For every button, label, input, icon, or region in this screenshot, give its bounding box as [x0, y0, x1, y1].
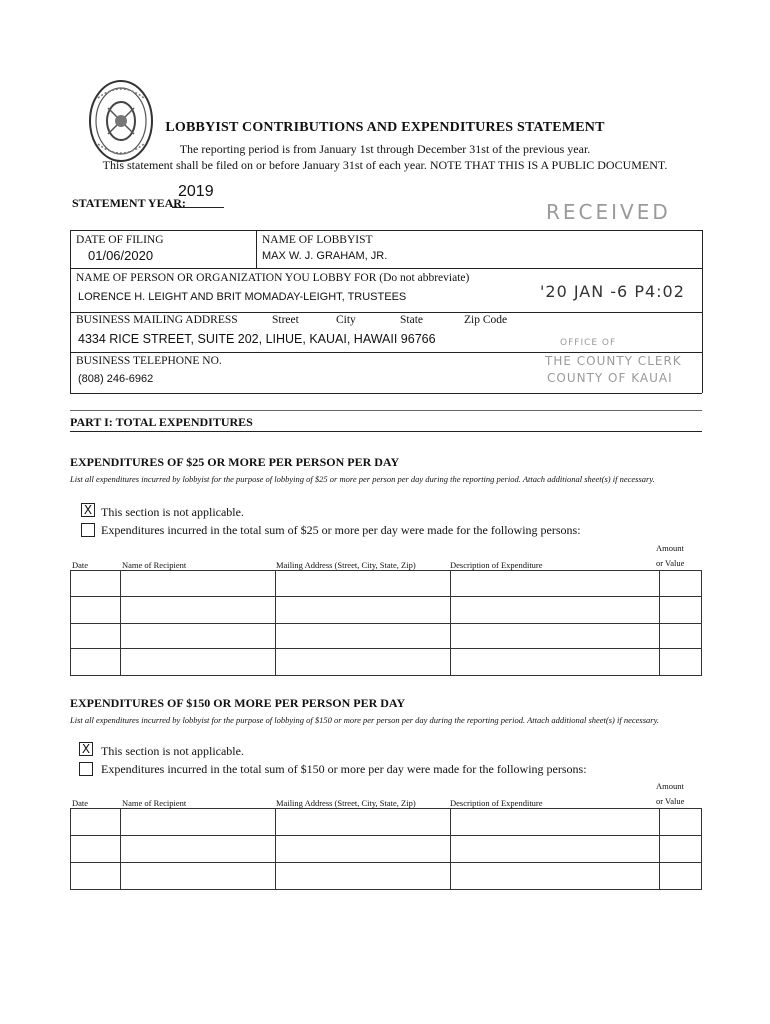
organization-label: NAME OF PERSON OR ORGANIZATION YOU LOBBY FOR (Do not abbreviate) — [76, 272, 470, 284]
table-row — [71, 624, 702, 649]
section-150-instructions: List all expenditures incurred by lobbyist for the purpose of lobbying of $150 or more per person per day during the reporting period. Attach additional sheet(s) if necessary. — [70, 715, 660, 725]
section-25-expenditures-made-checkbox[interactable] — [81, 523, 95, 537]
statement-year-value[interactable]: 2019 — [178, 183, 214, 200]
col-description: Description of Expenditure — [450, 798, 543, 808]
section-25-instructions: List all expenditures incurred by lobbyist for the purpose of lobbying of $25 or more per person per day during the reporting period. Attach additional sheet(s) if necessary. — [70, 474, 655, 484]
col-value: or Value — [656, 558, 685, 568]
col-recipient: Name of Recipient — [122, 560, 187, 570]
section-150-not-applicable-label: This section is not applicable. — [101, 744, 244, 758]
col-amount: Amount — [656, 781, 684, 791]
statement-year-label: STATEMENT YEAR: — [72, 196, 186, 210]
city-label: City — [336, 314, 356, 326]
filing-deadline-note: This statement shall be filed on or before January 31st of each year. NOTE THAT THIS IS A PUBLIC DOCUMENT. — [102, 158, 668, 172]
expenditures-25-table — [70, 570, 702, 676]
telephone-label: BUSINESS TELEPHONE NO. — [76, 355, 222, 367]
state-label: State — [400, 314, 423, 326]
lobbyist-name-label: NAME OF LOBBYIST — [262, 234, 373, 246]
stamp-office-of: OFFICE OF — [560, 338, 617, 348]
date-of-filing-label: DATE OF FILING — [76, 234, 164, 246]
section-150-expenditures-made-label: Expenditures incurred in the total sum of $150 or more per day were made for the following persons: — [101, 762, 587, 776]
col-recipient: Name of Recipient — [122, 798, 187, 808]
stamp-county: COUNTY OF KAUAI — [547, 371, 673, 385]
section-25-not-applicable-checkbox[interactable]: X — [81, 503, 95, 517]
mailing-address-value[interactable]: 4334 RICE STREET, SUITE 202, LIHUE, KAUAI, HAWAII 96766 — [78, 332, 436, 346]
expenditures-150-table — [70, 808, 702, 890]
date-of-filing-value[interactable]: 01/06/2020 — [88, 248, 154, 263]
table-row — [71, 863, 702, 890]
stamp-county-clerk: THE COUNTY CLERK — [545, 354, 682, 368]
telephone-value[interactable]: (808) 246-6962 — [78, 373, 154, 385]
col-date: Date — [72, 798, 89, 808]
mailing-address-label: BUSINESS MAILING ADDRESS — [76, 314, 238, 326]
col-mailing-address: Mailing Address (Street, City, State, Zip) — [276, 798, 416, 808]
received-stamp: RECEIVED — [546, 200, 671, 224]
col-description: Description of Expenditure — [450, 560, 543, 570]
section-150-not-applicable-checkbox[interactable]: X — [79, 742, 93, 756]
reporting-period-note: The reporting period is from January 1st through December 31st of the previous year. — [179, 142, 591, 156]
lobbyist-name-value[interactable]: MAX W. J. GRAHAM, JR. — [262, 250, 388, 262]
organization-value[interactable]: LORENCE H. LEIGHT AND BRIT MOMADAY-LEIGHT, TRUSTEES — [78, 291, 407, 303]
received-datetime-stamp: '20 JAN -6 P4:02 — [540, 282, 685, 301]
part-one-title: PART I: TOTAL EXPENDITURES — [70, 415, 253, 429]
form-title: LOBBYIST CONTRIBUTIONS AND EXPENDITURES STATEMENT — [165, 120, 605, 135]
box-top-border — [70, 230, 702, 231]
statement-year-underline — [172, 207, 224, 208]
street-label: Street — [272, 314, 299, 326]
col-amount: Amount — [656, 543, 684, 553]
zip-code-label: Zip Code — [464, 314, 508, 326]
table-row — [71, 649, 702, 676]
table-row — [71, 571, 702, 597]
section-25-not-applicable-label: This section is not applicable. — [101, 505, 244, 519]
table-row — [71, 597, 702, 624]
box-bottom-border — [70, 393, 702, 394]
col-value: or Value — [656, 796, 685, 806]
section-25-heading: EXPENDITURES OF $25 OR MORE PER PERSON PER DAY — [70, 455, 400, 469]
table-row — [71, 809, 702, 836]
section-25-expenditures-made-label: Expenditures incurred in the total sum of $25 or more per day were made for the following persons: — [101, 523, 581, 537]
col-mailing-address: Mailing Address (Street, City, State, Zip) — [276, 560, 416, 570]
section-150-expenditures-made-checkbox[interactable] — [79, 762, 93, 776]
col-date: Date — [72, 560, 89, 570]
section-150-heading: EXPENDITURES OF $150 OR MORE PER PERSON PER DAY — [70, 696, 406, 710]
table-row — [71, 836, 702, 863]
